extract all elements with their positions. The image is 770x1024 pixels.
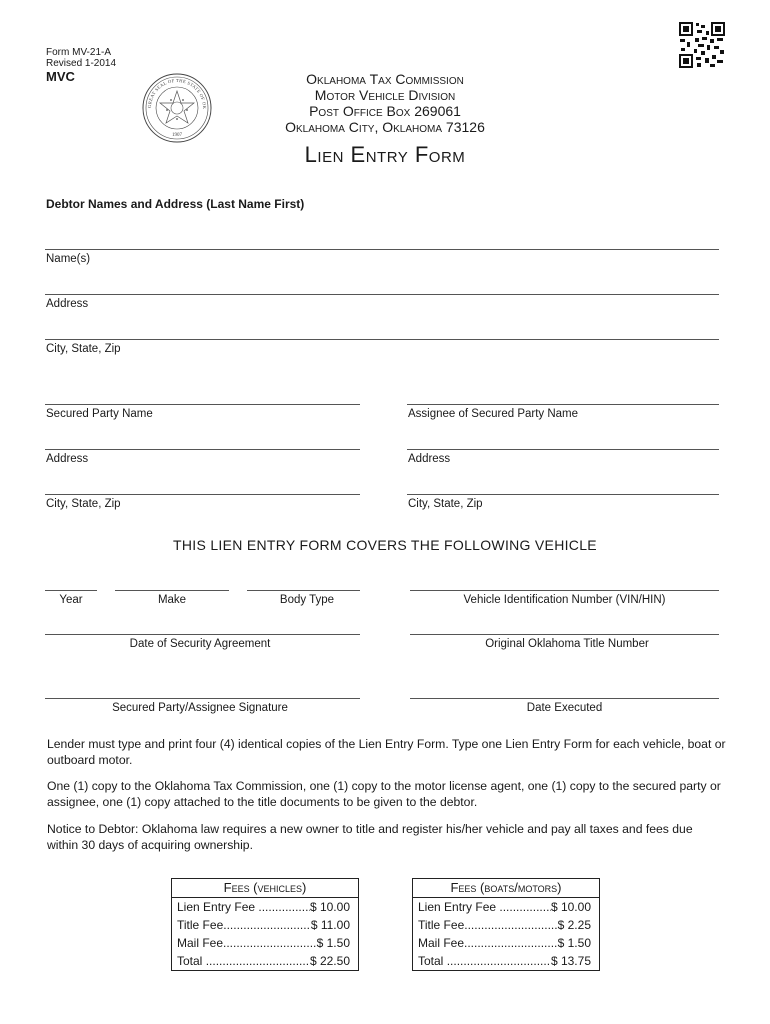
secured-party-address-label: Address <box>46 453 89 465</box>
instruction-copies: Lender must type and print four (4) identical copies of the Lien Entry Form. Type one Lien Entry Form for each vehicle, boat or outboard motor. <box>47 737 726 767</box>
vin-label: Vehicle Identification Number (VIN/HIN) <box>463 594 666 606</box>
fee-row: Lien Entry Fee ..... $ 10.00 <box>172 898 358 916</box>
fee-row: Lien Entry Fee ..... $ 10.00 <box>413 898 599 916</box>
debtor-address-line[interactable] <box>45 294 719 295</box>
secured-party-name-line[interactable] <box>45 404 360 405</box>
fee-row: Mail Fee ..... $ 1.50 <box>172 934 358 952</box>
date-executed-line[interactable] <box>410 698 719 699</box>
form-number: Form MV-21-A <box>46 47 112 58</box>
secured-party-name-label: Secured Party Name <box>46 408 153 420</box>
city-address: Oklahoma City, Oklahoma 73126 <box>285 119 485 135</box>
assignee-city-label: City, State, Zip <box>408 498 483 510</box>
revision-date: Revised 1-2014 <box>46 58 117 69</box>
debtor-address-label: Address <box>46 298 89 310</box>
seal-year: 1907 <box>172 133 182 138</box>
fees-boats-table <box>412 878 600 971</box>
division-code: MVC <box>46 69 75 84</box>
secured-party-address-line[interactable] <box>45 449 360 450</box>
secured-party-city-label: City, State, Zip <box>46 498 121 510</box>
debtor-names-label: Name(s) <box>46 253 91 265</box>
qr-code-icon <box>679 22 725 68</box>
seal-text: GREAT SEAL OF THE STATE OF OK <box>146 77 208 110</box>
assignee-address-line[interactable] <box>407 449 719 450</box>
fee-row: Total ..... $ 22.50 <box>172 952 358 970</box>
assignee-name-label: Assignee of Secured Party Name <box>408 408 579 420</box>
security-date-label: Date of Security Agreement <box>129 638 271 650</box>
state-seal-icon <box>141 72 213 144</box>
date-executed-label: Date Executed <box>526 702 603 714</box>
year-line[interactable] <box>45 590 97 591</box>
title-number-label: Original Oklahoma Title Number <box>485 638 649 650</box>
fees-vehicles-table <box>171 878 359 971</box>
year-label: Year <box>59 594 83 606</box>
fee-row: Title Fee ..... $ 2.25 <box>413 916 599 934</box>
debtor-section-title: Debtor Names and Address (Last Name First) <box>46 197 305 211</box>
body-type-line[interactable] <box>247 590 360 591</box>
fee-row: Title Fee ..... $ 11.00 <box>172 916 358 934</box>
agency-name: Oklahoma Tax Commission <box>306 71 464 87</box>
title-number-line[interactable] <box>410 634 719 635</box>
assignee-address-label: Address <box>408 453 451 465</box>
po-box: Post Office Box 269061 <box>309 103 461 119</box>
assignee-name-line[interactable] <box>407 404 719 405</box>
debtor-names-line[interactable] <box>45 249 719 250</box>
notice-to-debtor: Notice to Debtor: Oklahoma law requires a new owner to title and register his/her vehicle and pay all taxes and fees due within 30 days of acquiring ownership. <box>47 822 693 852</box>
form-title: Lien Entry Form <box>304 142 466 167</box>
division-name: Motor Vehicle Division <box>314 87 456 103</box>
vin-line[interactable] <box>410 590 719 591</box>
secured-party-city-line[interactable] <box>45 494 360 495</box>
fee-row: Mail Fee ..... $ 1.50 <box>413 934 599 952</box>
fees-vehicles-title: Fees (vehicles) <box>172 879 358 898</box>
body-type-label: Body Type <box>279 594 335 606</box>
make-line[interactable] <box>115 590 229 591</box>
vehicle-section-title: THIS LIEN ENTRY FORM COVERS THE FOLLOWING VEHICLE <box>173 537 597 553</box>
signature-label: Secured Party/Assignee Signature <box>112 702 288 714</box>
assignee-city-line[interactable] <box>407 494 719 495</box>
instruction-distribution: One (1) copy to the Oklahoma Tax Commission, one (1) copy to the motor license agent, one (1) copy to the secured party or assignee, one (1) copy attached to the title documents to be given to the debtor. <box>47 779 721 809</box>
security-date-line[interactable] <box>45 634 360 635</box>
make-label: Make <box>157 594 187 606</box>
signature-line[interactable] <box>45 698 360 699</box>
debtor-city-label: City, State, Zip <box>46 343 121 355</box>
fees-boats-title: Fees (boats/motors) <box>413 879 599 898</box>
debtor-city-line[interactable] <box>45 339 719 340</box>
fee-row: Total ..... $ 13.75 <box>413 952 599 970</box>
